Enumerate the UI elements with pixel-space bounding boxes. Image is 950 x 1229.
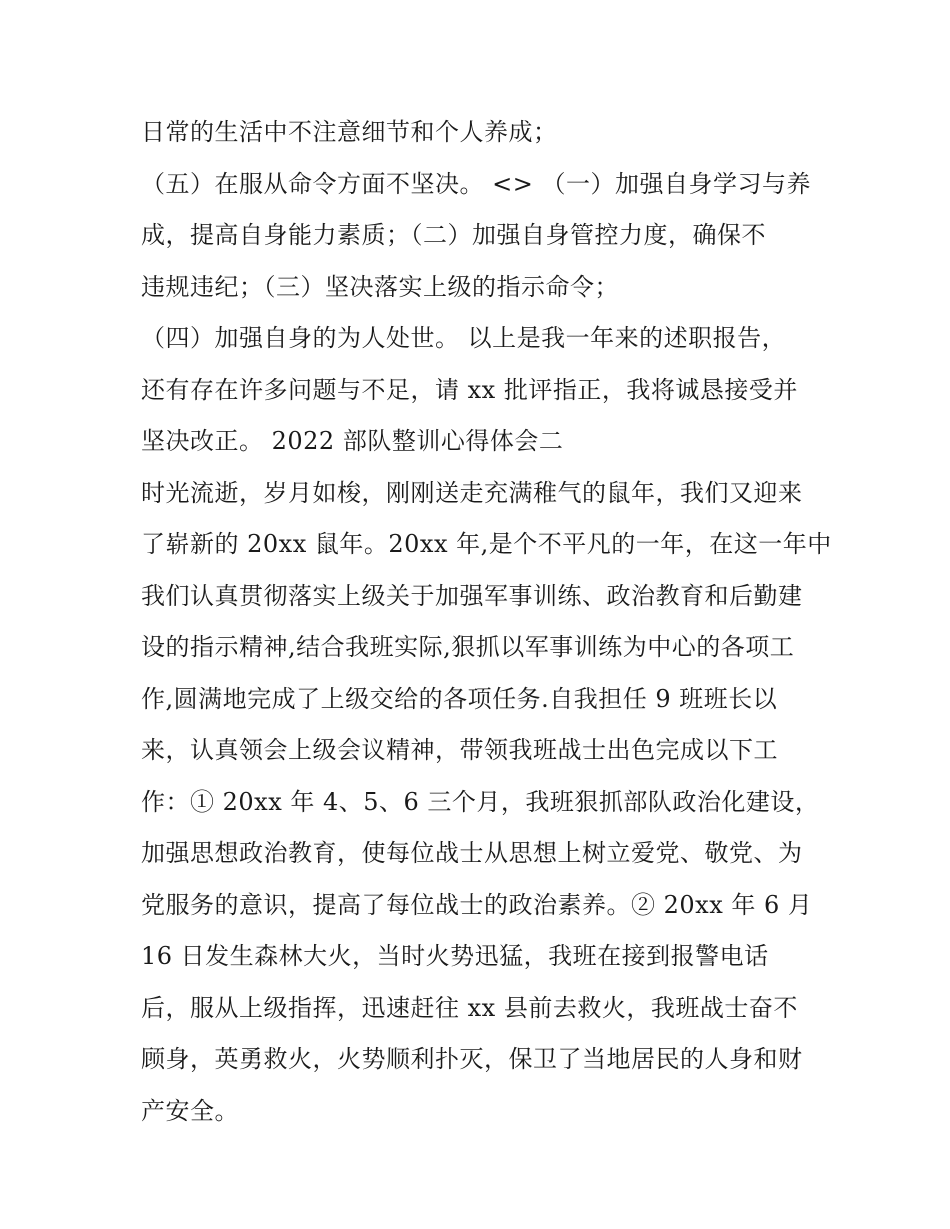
text-line: 党服务的意识，提高了每位战士的政治素养。② 20xx 年 6 月 xyxy=(141,890,813,919)
text-line: 产安全。 xyxy=(141,1096,239,1125)
text-line: 时光流逝，岁月如梭，刚刚送走充满稚气的鼠年，我们又迎来 xyxy=(141,478,803,507)
text-line: 作,圆满地完成了上级交给的各项任务.自我担任 9 班班长以 xyxy=(141,684,778,713)
text-line: 16 日发生森林大火，当时火势迅猛，我班在接到报警电话 xyxy=(141,942,769,970)
text-line: 坚决改正。 2022 部队整训心得体会二 xyxy=(141,427,564,455)
text-line: （五）在服从命令方面不坚决。 <> （一）加强自身学习与养 xyxy=(141,169,811,198)
text-line: 我们认真贯彻落实上级关于加强军事训练、政治教育和后勤建 xyxy=(141,581,803,610)
text-line: 违规违纪；（三）坚决落实上级的指示命令； xyxy=(141,272,619,301)
text-line: 来，认真领会上级会议精神，带领我班战士出色完成以下工 xyxy=(141,736,778,764)
text-line: 日常的生活中不注意细节和个人养成； xyxy=(141,118,558,146)
document-body xyxy=(141,107,831,1137)
text-line: （四）加强自身的为人处世。 以上是我一年来的述职报告， xyxy=(141,324,787,352)
text-line: 设的指示精神,结合我班实际,狠抓以军事训练为中心的各项工 xyxy=(141,633,795,661)
text-line: 了崭新的 20xx 鼠年。20xx 年,是个不平凡的一年，在这一年中 xyxy=(141,530,832,558)
text-line: 加强思想政治教育，使每位战士从思想上树立爱党、敬党、为 xyxy=(141,839,803,867)
text-line: 作：① 20xx 年 4、5、6 三个月，我班狠抓部队政治化建设， xyxy=(141,787,820,816)
text-line: 成，提高自身能力素质；（二）加强自身管控力度，确保不 xyxy=(141,221,766,249)
text-line: 顾身，英勇救火，火势顺利扑灭，保卫了当地居民的人身和财 xyxy=(141,1045,803,1073)
text-line: 后，服从上级指挥，迅速赶往 xx 县前去救火，我班战士奋不 xyxy=(141,993,798,1022)
text-line: 还有存在许多问题与不足，请 xx 批评指正，我将诚恳接受并 xyxy=(141,375,798,404)
